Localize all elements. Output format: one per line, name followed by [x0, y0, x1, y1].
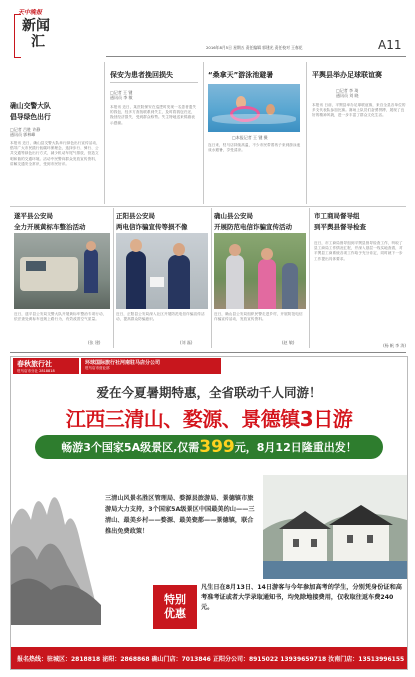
masthead-rule: [106, 56, 406, 57]
left-story-body: 本报讯 近日，确山县交警大队举行绿色出行宣传活动，倡导广大市民践行低碳环保理念，选择步行、骑行、公共交通等绿色出行方式，减少机动车尾气排放，营造文明和谐的交通环境。活动中民警向群众发放宣传资料，讲解交通安全常识，受到市民好评。: [10, 141, 100, 166]
agency-name: 春秋旅行社: [17, 360, 52, 368]
top-story-1-byline-2: 通讯员 李 敏: [110, 95, 133, 100]
mountain-icon: [11, 465, 101, 625]
mid-story-3-byline: (赵 敏): [282, 340, 295, 345]
travel-ad: [10, 356, 408, 670]
top-story-3-body: 本报讯 日前，平舆县举办足球联谊赛，来自全县各单位的多支代表队参加比赛。赛场上队员们奋勇拼搏，展现了良好的精神风貌，进一步丰富了群众文化生活。: [312, 103, 406, 118]
date-line: 2016年8月5日 星期五 责任编辑 郭建光 责任校对 王春花: [206, 45, 303, 50]
ad-price-banner: [35, 435, 383, 459]
mid-story-3-body: 近日，确山县公安局组织民警走进乡村，开展防范电信诈骗宣传活动，发放宣传资料。: [214, 312, 303, 322]
top-story-2: [208, 70, 306, 80]
partner-name: 环球国际旅行社河南驻马店分公司: [85, 360, 161, 366]
mid-photo-1: [14, 233, 110, 309]
pool-photo: [208, 84, 300, 132]
top-story-1-rule: [110, 82, 198, 83]
agency-sub: 驻马店市分社 2818818: [17, 369, 55, 373]
top-story-1-title: 保安为患者挽回损失: [110, 71, 173, 79]
leaflet: [150, 277, 164, 287]
officer: [84, 249, 98, 293]
left-story-title-2: 倡导绿色出行: [10, 113, 51, 121]
section-rule-2: [10, 352, 406, 353]
logo: 天中晚报: [18, 9, 43, 16]
ad-headline-1: 爱在今夏暑期特惠，全省联动千人同游！: [96, 385, 322, 400]
person-3: [282, 263, 298, 309]
top-story-3-byline-2: 通讯员 刘 晓: [336, 93, 359, 98]
ad-header: [11, 357, 407, 375]
divider-mid-2: [211, 208, 212, 348]
logo-bracket: [14, 14, 21, 58]
splash: [212, 114, 296, 124]
ad-description: 三清山风景名胜区管理局、婺源县旅游局、景德镇市旅游局大力支持，3个国家5A级景区中国最美的山——三清山、最美乡村——婺源、最美瓷都——景德镇，联合推出免费政策！: [105, 495, 255, 535]
ad-footer: [11, 647, 407, 669]
mid-story-2: [116, 211, 212, 231]
village-icon: [263, 475, 407, 579]
mid-story-1-title-1: 遂平县公安局: [14, 212, 53, 220]
agency-box: [13, 358, 79, 374]
masthead: [0, 0, 415, 80]
special-label-1: 特别: [164, 593, 186, 606]
right-story-body: 近日，市工商局督导组到平舆县督导检查工作，听取了县工商局工作情况汇报，并深入基层一线实地查看，对平舆县工商系统各项工作给予充分肯定，同时就下一步工作提出具体要求。: [314, 241, 403, 261]
officer-1: [126, 251, 146, 309]
top-story-1-byline-1: □记者 王 键: [110, 90, 133, 95]
divider-mid-3: [309, 208, 310, 348]
mid-story-3-title-2: 开展防范电信诈骗宣传活动: [214, 223, 292, 231]
left-story-byline-2: 通讯员 郭林峰: [10, 132, 36, 137]
mid-story-1-body: 近日，遂平县公安局交警大队开展黄标车整治专项行动，依法查处黄标车违规上路行为，有效改善空气质量。: [14, 312, 107, 322]
top-story-1-body: 本报讯 近日，某医院保安在巡逻时发现一名患者遗失的钱包，经多方查找联系到失主，及时将钱包归还，挽回经济损失，受到群众称赞。失主特地送来锦旗表示感谢。: [110, 105, 197, 125]
mid-photo-2: [116, 233, 208, 309]
mid-story-2-body: 近日，正阳县公安局深入社区开展防范电信诈骗宣传活动，提高群众防骗意识。: [116, 312, 205, 322]
right-story-title-1: 市工商局督导组: [314, 212, 360, 220]
ad-headline-2: 江西三清山、婺源、景德镇3日游: [65, 407, 353, 431]
partner-box: [81, 358, 221, 374]
mid-story-2-title-2: 两电信诈骗宣传等损不像: [116, 223, 188, 231]
person-1: [226, 255, 244, 309]
divider-top-1: [203, 62, 204, 204]
ad-subline-post: 元，8月12日隆重出发！: [234, 441, 357, 454]
mid-story-2-title-1: 正阳县公安局: [116, 212, 155, 220]
mid-story-3-title-1: 确山县公安局: [214, 212, 253, 220]
divider-top-2: [306, 62, 307, 204]
special-offer-badge: [153, 585, 197, 629]
pool-photo-caption: □本报记者 王 键 摄: [232, 135, 268, 140]
right-story-byline: (杨 帆 李 涛): [383, 343, 406, 348]
section-rule-1: [10, 206, 406, 207]
divider-left: [104, 62, 105, 204]
right-story: [314, 211, 406, 348]
mid-story-1-byline: (张 建): [88, 340, 101, 345]
special-offer-text: 凡生日在8月13日、14日游客与今年参加高考的学生，分别凭身份证和高考准考证或者大学录取通知书，均免除地接费用，仅收取往返车费240元。: [201, 584, 402, 611]
person-2-head: [261, 248, 273, 260]
special-label-2: 优惠: [164, 607, 186, 620]
top-story-2-body: 连日来，驻马店持续高温，不少市民带着孩子来到游泳池戏水避暑，享受清凉。: [208, 143, 301, 153]
ad-mountain-art: [11, 465, 101, 625]
mid-story-1-title-2: 全力开展黄标车整治活动: [14, 223, 86, 231]
top-story-1: [110, 70, 198, 195]
ad-subline-pre: 畅游3个国家5A级景区,仅需: [61, 441, 200, 454]
section-title: 新闻 汇: [22, 18, 50, 50]
mid-photo-3: [214, 233, 306, 309]
divider-mid-1: [113, 208, 114, 348]
van-window: [26, 261, 46, 271]
top-story-3-title: 平舆县举办足球联谊赛: [312, 71, 382, 79]
left-story-byline-1: □记者 吕胜 许静: [10, 127, 41, 132]
mid-story-3: [214, 211, 310, 231]
ad-village-art: [263, 475, 407, 579]
officer-1-head: [130, 239, 142, 252]
officer-2-head: [173, 243, 185, 256]
left-story-title: 确山交警大队: [10, 102, 51, 110]
ad-price: 399: [199, 437, 235, 457]
partner-sub: 驻马店市营业部: [85, 366, 110, 370]
officer-2: [168, 255, 190, 309]
person-1-head: [229, 244, 241, 256]
mid-story-1: [14, 211, 110, 231]
ad-footer-hotline: 报名热线：驻城区：2818818 泌阳：2868868 确山门店：7013846 正阳分公司：8915022 13939659718 汝南门店：13513996155: [17, 655, 405, 663]
top-story-3: [312, 70, 406, 198]
page-number: A11: [378, 38, 402, 52]
top-story-2-title: “桑拿天”游泳池避暑: [208, 71, 274, 79]
mid-story-2-byline: (刘 磊): [180, 340, 193, 345]
top-story-3-byline-1: □记者 李 琦: [336, 88, 359, 93]
right-story-title-2: 到平舆县督导检查: [314, 223, 366, 231]
officer-head: [86, 241, 96, 251]
person-2: [258, 259, 276, 309]
